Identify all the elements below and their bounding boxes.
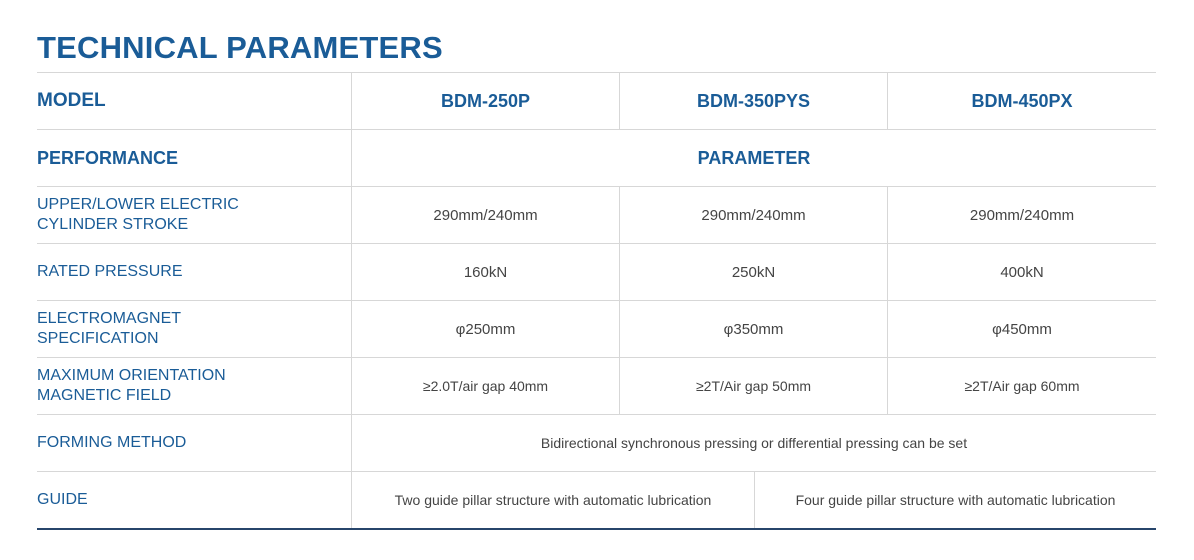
- pressure-label: RATED PRESSURE: [37, 263, 183, 280]
- electromagnet-row: [37, 301, 1156, 358]
- guide-value-2: Four guide pillar structure with automatic lubrication: [754, 472, 1156, 528]
- performance-label: PERFORMANCE: [37, 148, 179, 168]
- stroke-label-line-2: CYLINDER STROKE: [37, 216, 189, 233]
- electromagnet-label-line-2: SPECIFICATION: [37, 330, 159, 347]
- guide-row: [37, 472, 1156, 530]
- electromagnet-label-line-1: ELECTROMAGNET: [37, 310, 182, 327]
- electromagnet-value-1: φ250mm: [351, 301, 619, 357]
- pressure-value-2: 250kN: [619, 244, 887, 300]
- electromagnet-label: [37, 301, 351, 357]
- model-bdm-350pys: BDM-350PYS: [619, 73, 887, 129]
- forming-method-label: FORMING METHOD: [37, 434, 187, 451]
- pressure-row: [37, 244, 1156, 301]
- model-label: MODEL: [37, 90, 106, 111]
- stroke-value-3: 290mm/240mm: [887, 187, 1156, 243]
- model-bdm-250p: BDM-250P: [351, 73, 619, 129]
- magnetic-field-value-1: ≥2.0T/air gap 40mm: [351, 358, 619, 414]
- forming-method-value: Bidirectional synchronous pressing or differential pressing can be set: [351, 415, 1156, 471]
- magnetic-field-value-3: ≥2T/Air gap 60mm: [887, 358, 1156, 414]
- electromagnet-value-2: φ350mm: [619, 301, 887, 357]
- guide-value-1: Two guide pillar structure with automatic lubrication: [351, 472, 754, 528]
- stroke-label-line-1: UPPER/LOWER ELECTRIC: [37, 196, 239, 213]
- magnetic-field-label-line-2: MAGNETIC FIELD: [37, 387, 172, 404]
- guide-label: GUIDE: [37, 491, 88, 508]
- page-title: TECHNICAL PARAMETERS: [37, 30, 443, 65]
- stroke-value-2: 290mm/240mm: [619, 187, 887, 243]
- model-row: [37, 72, 1156, 130]
- performance-row: [37, 130, 1156, 187]
- forming-method-row: [37, 415, 1156, 472]
- electromagnet-value-3: φ450mm: [887, 301, 1156, 357]
- magnetic-field-label: [37, 358, 351, 414]
- model-bdm-450px: BDM-450PX: [887, 73, 1156, 129]
- pressure-value-1: 160kN: [351, 244, 619, 300]
- pressure-value-3: 400kN: [887, 244, 1156, 300]
- stroke-label: [37, 187, 351, 243]
- magnetic-field-label-line-1: MAXIMUM ORIENTATION: [37, 367, 226, 384]
- stroke-row: [37, 187, 1156, 244]
- magnetic-field-row: [37, 358, 1156, 415]
- parameter-header: PARAMETER: [351, 130, 1156, 186]
- magnetic-field-value-2: ≥2T/Air gap 50mm: [619, 358, 887, 414]
- parameters-table: [37, 72, 1156, 530]
- stroke-value-1: 290mm/240mm: [351, 187, 619, 243]
